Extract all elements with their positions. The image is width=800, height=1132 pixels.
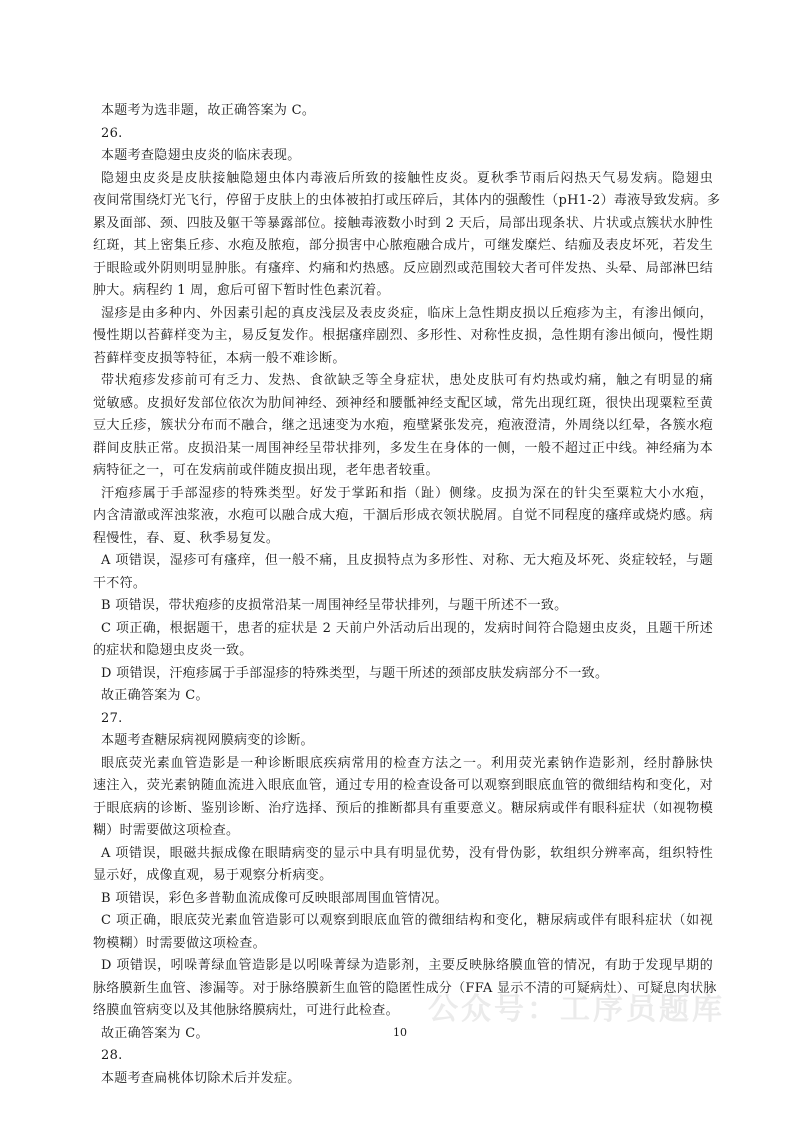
text-line: 程慢性，春、夏、秋季易复发。 <box>93 530 280 546</box>
text-line: 络膜血管病变以及其他脉络膜病灶，可进行此检查。 <box>93 1003 399 1018</box>
text-line: 于眼睑或外阴则明显肿胀。有瘙痒、灼痛和灼热感。反应剧烈或范围较大者可伴发热、头晕、局部淋巴结 <box>93 260 713 276</box>
text-line: 脉络膜新生血管、渗漏等。对于脉络膜新生血管的隐匿性成分（FFA 显示不清的可疑病灶）、可疑息肉状脉 <box>93 980 717 996</box>
text-line: 隐翅虫皮炎是皮肤接触隐翅虫体内毒液后所致的接触性皮炎。夏秋季节雨后闷热天气易发病。隐翅虫 <box>101 170 713 186</box>
text-line: 湿疹是由多种内、外因素引起的真皮浅层及表皮炎症，临床上急性期皮损以丘疱疹为主，有渗出倾向， <box>101 305 713 321</box>
text-line: B 项错误，彩色多普勒血流成像可反映眼部周围血管情况。 <box>101 890 448 906</box>
text-line: A 项错误，眼磁共振成像在眼睛病变的显示中具有明显优势，没有骨伪影，软组织分辨率高，组织特性 <box>101 845 713 861</box>
text-line: 苔藓样变皮损等特征，本病一般不难诊断。 <box>93 350 346 366</box>
text-line: 病特征之一，可在发病前或伴随皮损出现，老年患者较重。 <box>93 463 439 478</box>
text-line: 糊）时需要做这项检查。 <box>93 823 240 838</box>
text-line: D 项错误，汗疱疹属于手部湿疹的特殊类型，与题干所述的颈部皮肤发病部分不一致。 <box>101 665 609 681</box>
text-line: 群间皮肤正常。皮损沿某一周围神经呈带状排列，多发生在身体的一侧，一般不超过正中线。神经痛为本 <box>93 440 713 456</box>
text-line: 于眼底病的诊断、鉴别诊断、治疗选择、预后的推断都具有重要意义。糖尿病或伴有眼科症状（如视物模 <box>93 800 713 816</box>
text-line: 肿大。病程约 1 周，愈后可留下暂时性色素沉着。 <box>93 283 390 298</box>
text-line: C 项正确，根据题干，患者的症状是 2 天前户外活动后出现的，发病时间符合隐翅虫皮炎，且题干所述 <box>101 620 713 636</box>
question-number: 27. <box>101 710 123 726</box>
text-line: 汗疱疹属于手部湿疹的特殊类型。好发于掌跖和指（趾）侧缘。皮损为深在的针尖至粟粒大小水疱， <box>101 485 713 501</box>
text-line: 本题考查隐翅虫皮炎的临床表现。 <box>101 148 301 163</box>
text-line: 速注入，荧光素钠随血流进入眼底血管，通过专用的检查设备可以观察到眼底血管的微细结构和变化，对 <box>93 778 713 793</box>
text-line: 红斑，其上密集丘疹、水疱及脓疱，部分损害中心脓疱融合成片，可继发糜烂、结痂及表皮坏死，若发生 <box>93 238 713 253</box>
text-line: 慢性期以苔藓样变为主，易反复发作。根据瘙痒剧烈、多形性、对称性皮损，急性期有渗出倾向，慢性期 <box>93 328 713 343</box>
text-line: 干不符。 <box>93 575 147 591</box>
text-line: 的症状和隐翅虫皮炎一致。 <box>93 643 253 658</box>
text-line: 夜间常围绕灯光飞行，停留于皮肤上的虫体被拍打或压碎后，其体内的强酸性（pH1-2）毒液导致发病。多 <box>93 193 721 208</box>
answer-explanation-body <box>93 100 721 1090</box>
question-number: 28. <box>101 1048 123 1063</box>
text-line: 本题考为选非题，故正确答案为 C。 <box>101 103 316 118</box>
text-line: 故正确答案为 C。 <box>101 688 209 703</box>
text-line: 累及面部、颈、四肢及躯干等暴露部位。接触毒液数小时到 2 天后，局部出现条状、片状或点簇状水肿性 <box>93 215 713 231</box>
text-line: 显示好，成像直观，易于观察分析病变。 <box>93 868 333 883</box>
text-line: 物模糊）时需要做这项检查。 <box>93 935 266 951</box>
text-line: A 项错误，湿疹可有瘙痒，但一般不痛，且皮损特点为多形性、对称、无大疱及坏死、炎症较轻，与题 <box>101 553 713 568</box>
text-line: D 项错误，吲哚菁绿血管造影是以吲哚菁绿为造影剂，主要反映脉络膜血管的情况，有助于发现早期的 <box>101 958 713 973</box>
watermark: 公众号：工序员题库 <box>428 992 725 1027</box>
text-line: B 项错误，带状疱疹的皮损常沿某一周围神经呈带状排列，与题干所述不一致。 <box>101 598 568 613</box>
text-line: 本题考查扁桃体切除术后并发症。 <box>101 1070 301 1086</box>
text-line: 内含清澈或浑浊浆液，水疱可以融合成大疱，干涸后形成衣领状脱屑。自觉不同程度的瘙痒或烧灼感。病 <box>93 508 713 523</box>
text-line: 豆大丘疹，簇状分布而不融合，继之迅速变为水疱，疱壁紧张发亮，疱液澄清，外周绕以红晕，各簇水疱 <box>93 418 713 433</box>
text-line: 眼底荧光素血管造影是一种诊断眼底疾病常用的检查方法之一。利用荧光素钠作造影剂，经肘静脉快 <box>101 755 713 771</box>
question-number: 26. <box>101 125 123 141</box>
text-line: C 项正确，眼底荧光素血管造影可以观察到眼底血管的微细结构和变化，糖尿病或伴有眼科症状（如视 <box>101 913 713 928</box>
text-line: 故正确答案为 C。 <box>101 1025 209 1041</box>
text-line: 觉敏感。皮损好发部位依次为肋间神经、颈神经和腰骶神经支配区域，常先出现红斑，很快出现粟粒至黄 <box>93 395 713 411</box>
text-line: 带状疱疹发疹前可有乏力、发热、食欲缺乏等全身症状，患处皮肤可有灼热或灼痛，触之有明显的痛 <box>101 373 713 388</box>
text-line: 本题考查糖尿病视网膜病变的诊断。 <box>101 733 314 748</box>
page-number: 10 <box>393 1026 407 1039</box>
